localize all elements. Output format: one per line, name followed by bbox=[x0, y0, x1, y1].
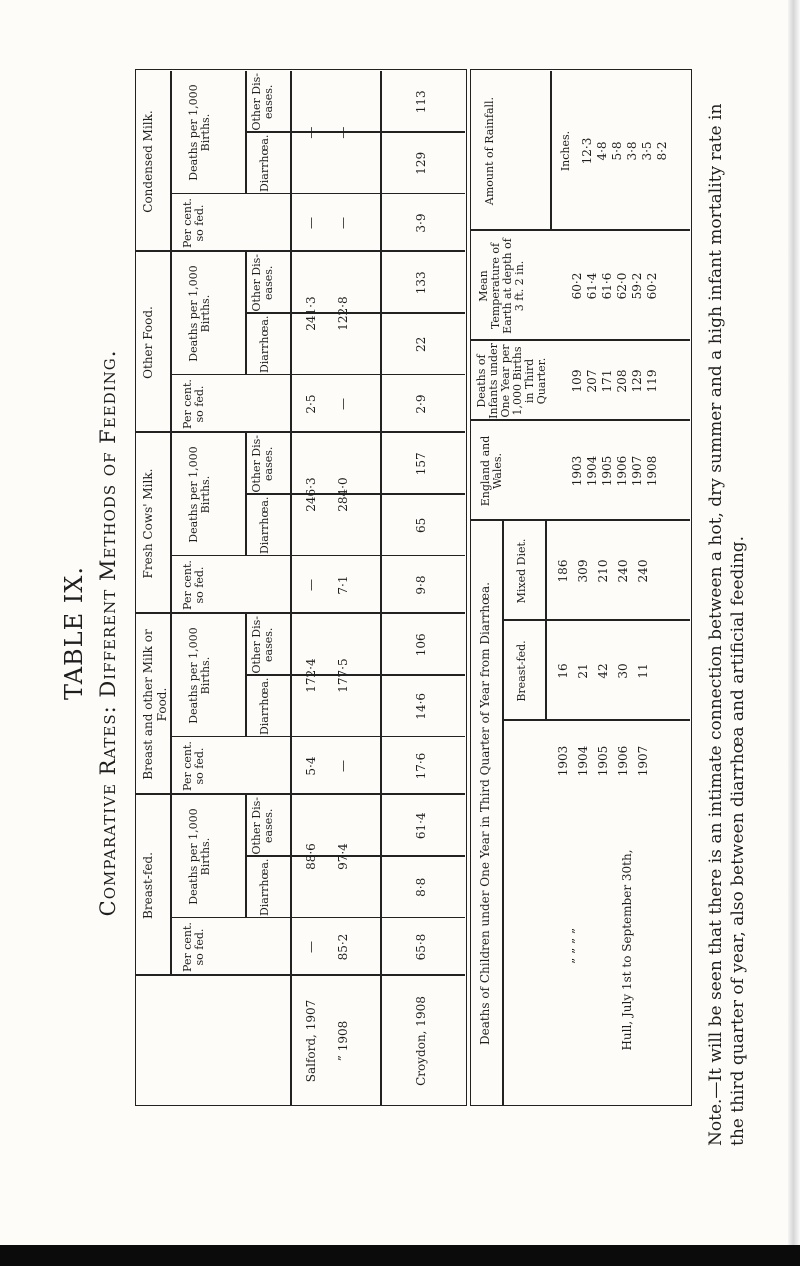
england-wales-header: England and Wales. bbox=[479, 435, 504, 507]
mixed-diet-header: Mixed Diet. bbox=[515, 538, 528, 604]
col-deaths: Deaths per 1,000 Births. bbox=[187, 84, 212, 181]
salford-1908-pc: — bbox=[336, 760, 350, 773]
croydon-other: 157 bbox=[414, 452, 428, 476]
col-diarrhoea: Diarrhœa. bbox=[258, 677, 271, 736]
table-subtitle: Comparative Rates: Different Methods of Feeding. bbox=[96, 349, 120, 917]
rainfall-value: 3·5 bbox=[640, 141, 654, 161]
ew-year: 1906 bbox=[615, 455, 629, 487]
infant-deaths-value: 171 bbox=[600, 369, 614, 393]
infant-deaths-value: 129 bbox=[630, 369, 644, 393]
col-other: Other Dis- eases. bbox=[250, 73, 275, 131]
rainfall-units: Inches. bbox=[559, 130, 572, 172]
upper-sub-rule bbox=[245, 71, 247, 194]
upper-diar-divider bbox=[245, 312, 465, 314]
hull-year: 1906 bbox=[616, 745, 630, 777]
breast-fed-value: 11 bbox=[636, 663, 650, 679]
ew-year: 1908 bbox=[645, 455, 659, 487]
salford-1907-deaths: 246·3 bbox=[304, 477, 318, 512]
ew-year: 1904 bbox=[585, 455, 599, 487]
breast-fed-value: 21 bbox=[576, 663, 590, 679]
ew-year: 1903 bbox=[570, 455, 584, 487]
upper-diar-divider bbox=[245, 674, 465, 676]
mixed-diet-value: 186 bbox=[556, 559, 570, 583]
breast-fed-value: 16 bbox=[556, 663, 570, 679]
place-salford-1908: ” 1908 bbox=[336, 1020, 350, 1062]
infant-deaths-value: 109 bbox=[570, 369, 584, 393]
temperature-value: 61·4 bbox=[585, 272, 599, 300]
salford-1907-pc: — bbox=[304, 579, 318, 592]
hull-label: Hull, July 1st to September 30th, bbox=[620, 849, 634, 1051]
infant-deaths-header: Deaths of Infants under One Year per 1,000 Births in Third Quarter. bbox=[475, 343, 548, 419]
salford-1907-pc: — bbox=[304, 941, 318, 954]
mixed-diet-value: 240 bbox=[616, 559, 630, 583]
rainfall-value: 3·8 bbox=[625, 141, 639, 161]
ew-year: 1905 bbox=[600, 455, 614, 487]
mixed-diet-value: 240 bbox=[636, 559, 650, 583]
col-per-cent: Per cent. so fed. bbox=[181, 560, 206, 610]
salford-1908-deaths: 177·5 bbox=[336, 658, 350, 693]
salford-1908-deaths: 122·8 bbox=[336, 296, 350, 331]
upper-group-rule bbox=[170, 71, 172, 976]
col-deaths: Deaths per 1,000 Births. bbox=[187, 627, 212, 724]
croydon-pc: 9·8 bbox=[414, 575, 428, 595]
group-header-1: Breast and other Milk or Food. bbox=[141, 629, 169, 780]
salford-1907-pc: 2·5 bbox=[304, 394, 318, 414]
temperature-header: Mean Temperature of Earth at depth of 3 ft. 2 in. bbox=[477, 238, 526, 334]
croydon-other: 106 bbox=[414, 633, 428, 657]
deaths-diarrhoea-header: Deaths of Children under One Year in Third Quarter of Year from Diarrhœa. bbox=[478, 582, 492, 1046]
infant-deaths-value: 119 bbox=[645, 369, 659, 393]
rainfall-header: Amount of Rainfall. bbox=[483, 96, 496, 206]
croydon-pc: 65·8 bbox=[414, 933, 428, 961]
croydon-diarrhoea: 14·6 bbox=[414, 692, 428, 720]
upper-diar-divider bbox=[245, 493, 465, 495]
group-header-2: Fresh Cows' Milk. bbox=[141, 468, 155, 579]
croydon-other: 61·4 bbox=[414, 812, 428, 840]
group-header-3: Other Food. bbox=[141, 306, 155, 379]
col-diarrhoea: Diarrhœa. bbox=[258, 858, 271, 917]
col-deaths: Deaths per 1,000 Births. bbox=[187, 446, 212, 543]
col-other: Other Dis- eases. bbox=[250, 435, 275, 493]
upper-diar-divider bbox=[245, 131, 465, 133]
salford-1908-pc: 7·1 bbox=[336, 575, 350, 595]
salford-1908-pc: — bbox=[336, 398, 350, 411]
temperature-value: 61·6 bbox=[600, 272, 614, 300]
hull-year: 1905 bbox=[596, 745, 610, 777]
col-other: Other Dis- eases. bbox=[250, 254, 275, 312]
rainfall-value: 4·8 bbox=[595, 141, 609, 161]
croydon-diarrhoea: 22 bbox=[414, 336, 428, 352]
croydon-diarrhoea: 8·8 bbox=[414, 877, 428, 897]
mixed-diet-value: 309 bbox=[576, 559, 590, 583]
col-deaths: Deaths per 1,000 Births. bbox=[187, 265, 212, 362]
salford-1907-deaths: 241·3 bbox=[304, 296, 318, 331]
upper-diar-divider bbox=[245, 855, 465, 857]
salford-1908-deaths: 97·4 bbox=[336, 843, 350, 870]
breast-fed-header: Breast-fed. bbox=[515, 640, 528, 702]
salford-1907-pc: — bbox=[304, 217, 318, 230]
place-croydon-1908: Croydon, 1908 bbox=[414, 996, 428, 1086]
col-per-cent: Per cent. so fed. bbox=[181, 741, 206, 791]
upper-sub-rule bbox=[245, 252, 247, 375]
col-per-cent: Per cent. so fed. bbox=[181, 198, 206, 248]
lower-rain-rule bbox=[550, 71, 552, 231]
salford-1907-pc: 5·4 bbox=[304, 756, 318, 776]
salford-1907-deaths: — bbox=[304, 126, 318, 139]
place-salford-1907: Salford, 1907 bbox=[304, 999, 318, 1083]
table-title: TABLE IX. bbox=[60, 566, 88, 700]
salford-1907-deaths: 88·6 bbox=[304, 843, 318, 870]
salford-1908-pc: 85·2 bbox=[336, 933, 350, 961]
col-per-cent: Per cent. so fed. bbox=[181, 379, 206, 429]
group-header-4: Condensed Milk. bbox=[141, 110, 155, 213]
temperature-value: 59·2 bbox=[630, 272, 644, 300]
upper-sub-rule bbox=[245, 433, 247, 556]
hull-year: 1904 bbox=[576, 745, 590, 777]
salford-1908-pc: — bbox=[336, 217, 350, 230]
croydon-diarrhoea: 65 bbox=[414, 517, 428, 533]
mixed-diet-value: 210 bbox=[596, 559, 610, 583]
col-diarrhoea: Diarrhœa. bbox=[258, 496, 271, 555]
croydon-pc: 3·9 bbox=[414, 213, 428, 233]
rainfall-value: 5·8 bbox=[610, 141, 624, 161]
breast-fed-value: 42 bbox=[596, 663, 610, 679]
footnote: Note.—It will be seen that there is an intimate connection between a hot, dry summer and a high infant mortality rate in the third quarter of year, also between diarrhœa and artificial feeding. bbox=[706, 103, 748, 1146]
salford-1908-deaths: — bbox=[336, 126, 350, 139]
croydon-pc: 17·6 bbox=[414, 752, 428, 780]
col-diarrhoea: Diarrhœa. bbox=[258, 134, 271, 193]
temperature-value: 60·2 bbox=[570, 272, 584, 300]
croydon-other: 113 bbox=[414, 90, 428, 114]
upper-sub-rule bbox=[245, 795, 247, 918]
lower-deaths-rule bbox=[502, 521, 504, 1106]
temperature-value: 60·2 bbox=[645, 272, 659, 300]
upper-rows-rule bbox=[290, 71, 292, 1106]
col-diarrhoea: Diarrhœa. bbox=[258, 315, 271, 374]
croydon-other: 133 bbox=[414, 271, 428, 295]
ditto-marks: ” ” ” ” bbox=[570, 928, 584, 964]
salford-1907-deaths: 172·4 bbox=[304, 658, 318, 693]
breast-fed-value: 30 bbox=[616, 663, 630, 679]
lower-sub-rule bbox=[545, 521, 547, 721]
croydon-pc: 2·9 bbox=[414, 394, 428, 414]
upper-croydon-rule bbox=[380, 71, 382, 1106]
infant-deaths-value: 207 bbox=[585, 369, 599, 393]
col-per-cent: Per cent. so fed. bbox=[181, 922, 206, 972]
upper-sub-rule bbox=[245, 614, 247, 737]
salford-1908-deaths: 284·0 bbox=[336, 477, 350, 512]
hull-year: 1907 bbox=[636, 745, 650, 777]
hull-year: 1903 bbox=[556, 745, 570, 777]
temperature-value: 62·0 bbox=[615, 272, 629, 300]
col-deaths: Deaths per 1,000 Births. bbox=[187, 808, 212, 905]
col-other: Other Dis- eases. bbox=[250, 797, 275, 855]
group-header-0: Breast-fed. bbox=[141, 852, 155, 919]
infant-deaths-value: 208 bbox=[615, 369, 629, 393]
ew-year: 1907 bbox=[630, 455, 644, 487]
rainfall-value: 8·2 bbox=[655, 141, 669, 161]
rainfall-value: 12·3 bbox=[580, 137, 594, 165]
col-other: Other Dis- eases. bbox=[250, 616, 275, 674]
croydon-diarrhoea: 129 bbox=[414, 151, 428, 175]
